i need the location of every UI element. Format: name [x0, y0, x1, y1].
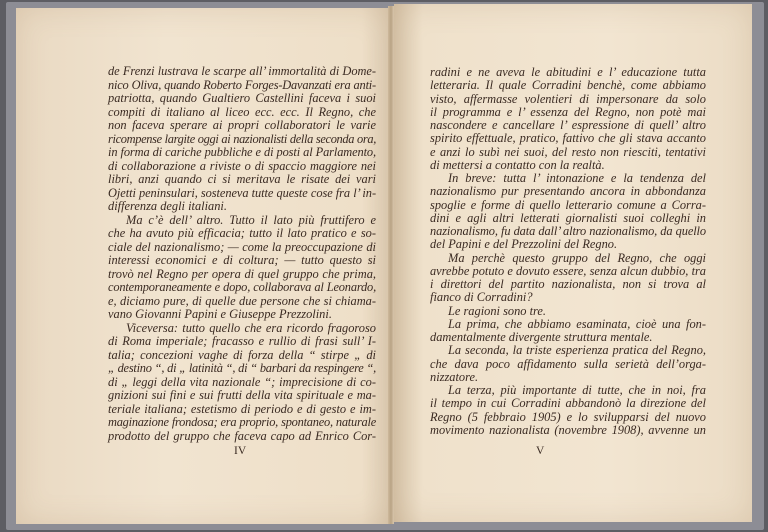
right-page-text [430, 66, 706, 437]
text-line: non faceva sperare ai propri collaboratori le varie [108, 118, 376, 132]
text-line-row [430, 159, 706, 172]
text-line: letteraria. Il quale Corradini benchè, come abbiamo [430, 78, 706, 93]
text-line-row [108, 268, 376, 282]
text-line-row [430, 291, 706, 304]
text-line-row [108, 281, 376, 295]
text-line: dini e agli altri letterati giornalisti suoi colleghi in [430, 210, 706, 225]
text-line-row [108, 146, 376, 160]
left-page-text [108, 65, 376, 443]
text-line: Le ragioni sono tre. [448, 303, 546, 318]
text-line: ciale del nazionalismo; — come la preoccupazione di [108, 239, 376, 254]
book-gutter [388, 6, 394, 524]
text-line: nazionalismo, fu data dall’ altro nazionalismo, da quello [430, 224, 706, 238]
page-number-left: IV [234, 445, 247, 457]
text-line: in forma di cariche pubbliche e di posti al Parlamento, [108, 145, 376, 159]
text-line: gnizioni sui fini e sui frutti della vita spirituale e ma- [108, 388, 376, 402]
text-line: Viceversa: tutto quello che era ricordo fragoroso [126, 320, 376, 335]
text-line: spirito effettuale, pratico, fattivo che gli stava accanto [430, 131, 706, 146]
text-line: teriale italiana; estetismo di periodo e di gesto e im- [108, 401, 376, 416]
text-line: e anzi lo subì nei suoi, del resto non riesciti, tentativi [430, 144, 706, 159]
text-line: nascondere e cancellare l’ espressione di quell’ altro [430, 118, 706, 132]
text-line-row [430, 238, 706, 251]
text-line-row [430, 411, 706, 424]
text-line: il programma e l’ essenza del Regno, non potè mai [430, 104, 706, 119]
text-line-row [430, 212, 706, 225]
text-line-row [108, 389, 376, 403]
text-line: movimento nazionalista (novembre 1908), avvenne un [430, 422, 706, 437]
text-line: patriotta, quando Gualtiero Castellini faceva i suoi [108, 91, 376, 105]
text-line: visto, affermasse volentieri di impersonare da solo [430, 91, 706, 106]
text-line: i direttori del partito nazionalista, non si trova al [430, 277, 706, 291]
text-line: del Papini e del Prezzolini del Regno. [430, 237, 618, 252]
text-line: fianco di Corradini? [430, 290, 533, 305]
text-line-row [430, 106, 706, 119]
text-line-row [430, 397, 706, 410]
text-line-row [108, 430, 376, 444]
text-line-row [108, 92, 376, 106]
text-line: vano Giovanni Papini e Giuseppe Prezzolini. [108, 307, 332, 321]
text-line-row [108, 227, 376, 241]
text-line-row [108, 160, 376, 174]
text-line-row [108, 322, 376, 336]
text-line-row [430, 371, 706, 384]
text-line-row [108, 308, 376, 322]
right-page [394, 4, 752, 522]
text-line-row [430, 384, 706, 397]
text-line-row [108, 295, 376, 309]
text-line: „ destino “, di „ latinità “, di “ barbari da respingere “, [108, 361, 376, 375]
text-line-row [108, 376, 376, 390]
text-line-row [108, 187, 376, 201]
text-line-row [108, 133, 376, 147]
text-line-row [430, 278, 706, 291]
text-line: nazionalismo pur presentando ancora in abbondanza [430, 184, 706, 199]
text-line: Ma perchè questo gruppo del Regno, che oggi [448, 250, 706, 265]
text-line: radini e ne aveva le abitudini e l’ educazione tutta [430, 65, 706, 79]
text-line-row [108, 79, 376, 93]
text-line: talia; concezioni vaghe di forza della “ stirpe „ di [108, 347, 376, 362]
text-line: compiti di italiano al liceo ecc. ecc. Il Regno, che [108, 104, 376, 119]
text-line-row [108, 362, 376, 376]
text-line-row [108, 200, 376, 214]
text-line: contemporaneamente e dopo, collaborava al Leonardo, [108, 280, 376, 294]
text-line-row [108, 254, 376, 268]
text-line: che dava poco affidamento sulla serietà dell’orga- [430, 356, 706, 371]
text-line: di „ leggi della vita nazionale “; imprecisione di co- [108, 374, 376, 389]
text-line-row [430, 119, 706, 132]
text-line: di mettersi a contatto con la realtà. [430, 157, 605, 172]
text-line: Ojetti peninsulari, sosteneva tutte queste cose fra l’ in- [108, 185, 376, 200]
text-line: de Frenzi lustrava le scarpe all’ immortalità di Dome- [108, 64, 376, 78]
text-line: nizzatore. [430, 369, 479, 384]
text-line-row [430, 344, 706, 357]
text-line: In breve: tutta l’ intonazione e la tendenza del [448, 171, 706, 185]
text-line-row [430, 265, 706, 278]
text-line: nico Oliva, quando Roberto Forges-Davanzati era anti- [108, 77, 376, 92]
text-line-row [108, 416, 376, 430]
text-line-row [430, 252, 706, 265]
text-line: differenza degli italiani. [108, 199, 227, 213]
text-line-row [430, 305, 706, 318]
text-line: Ma c’è dell’ altro. Tutto il lato più fruttifero e [126, 212, 376, 227]
page-number-right: V [536, 445, 545, 457]
text-line: spoglie e forme di quello letterario comune a Corra- [430, 197, 706, 212]
text-line-row [108, 335, 376, 349]
text-line: di collaborazione a riviste o di spaccio maggiore nei [108, 158, 376, 173]
text-line-row [430, 185, 706, 198]
text-line-row [108, 241, 376, 255]
text-line: di Roma imperiale; fracasso e rullio di frasi sull’ I- [108, 334, 376, 348]
text-line-row [430, 331, 706, 344]
text-line-row [108, 349, 376, 363]
text-line: Regno (5 febbraio 1905) e lo svilupparsi del nuovo [430, 409, 706, 424]
text-line: e, diciamo pure, di quelle due persone che si chiama- [108, 293, 376, 308]
text-line-row [430, 79, 706, 92]
text-line: trovò nel Regno per opera di quel gruppo che prima, [108, 266, 376, 281]
text-line: prodotto del gruppo che faceva capo ad Enrico Cor- [108, 428, 376, 443]
text-line-row [430, 132, 706, 145]
text-line: libri, anzi quando ci si meritava le risate dei vari [108, 172, 376, 186]
text-line-row [108, 106, 376, 120]
text-line-row [108, 403, 376, 417]
text-line: maginazione frondosa; era proprio, spontaneo, naturale [108, 415, 376, 429]
text-line: La terza, più importante di tutte, che in noi, fra [448, 383, 706, 397]
text-line-row [430, 358, 706, 371]
text-line-row [108, 173, 376, 187]
text-line-row [430, 424, 706, 437]
text-line: ricompense largite oggi ai nazionalisti della seconda ora, [108, 131, 376, 146]
text-line-row [430, 146, 706, 159]
text-line-row [108, 214, 376, 228]
text-line: che ha avuto più efficacia; tutto il lato pratico e so- [108, 226, 376, 240]
text-line-row [108, 65, 376, 79]
text-line: La seconda, la triste esperienza pratica del Regno, [448, 343, 706, 358]
text-line-row [430, 93, 706, 106]
text-line-row [108, 119, 376, 133]
text-line: il tempo in cui Corradini abbandonò la direzione del [430, 396, 706, 411]
text-line-row [430, 66, 706, 79]
text-line: damentalmente divergente struttura mentale. [430, 330, 653, 344]
text-line: avrebbe potuto e dovuto essere, senza alcun dubbio, tra [430, 263, 706, 278]
text-line: interessi economici e di coltura; — tutto questo si [108, 253, 376, 267]
text-line-row [430, 172, 706, 185]
left-page [16, 8, 392, 524]
text-line: La prima, che abbiamo esaminata, cioè una fon- [448, 316, 706, 331]
text-line-row [430, 199, 706, 212]
text-line-row [430, 318, 706, 331]
text-line-row [430, 225, 706, 238]
